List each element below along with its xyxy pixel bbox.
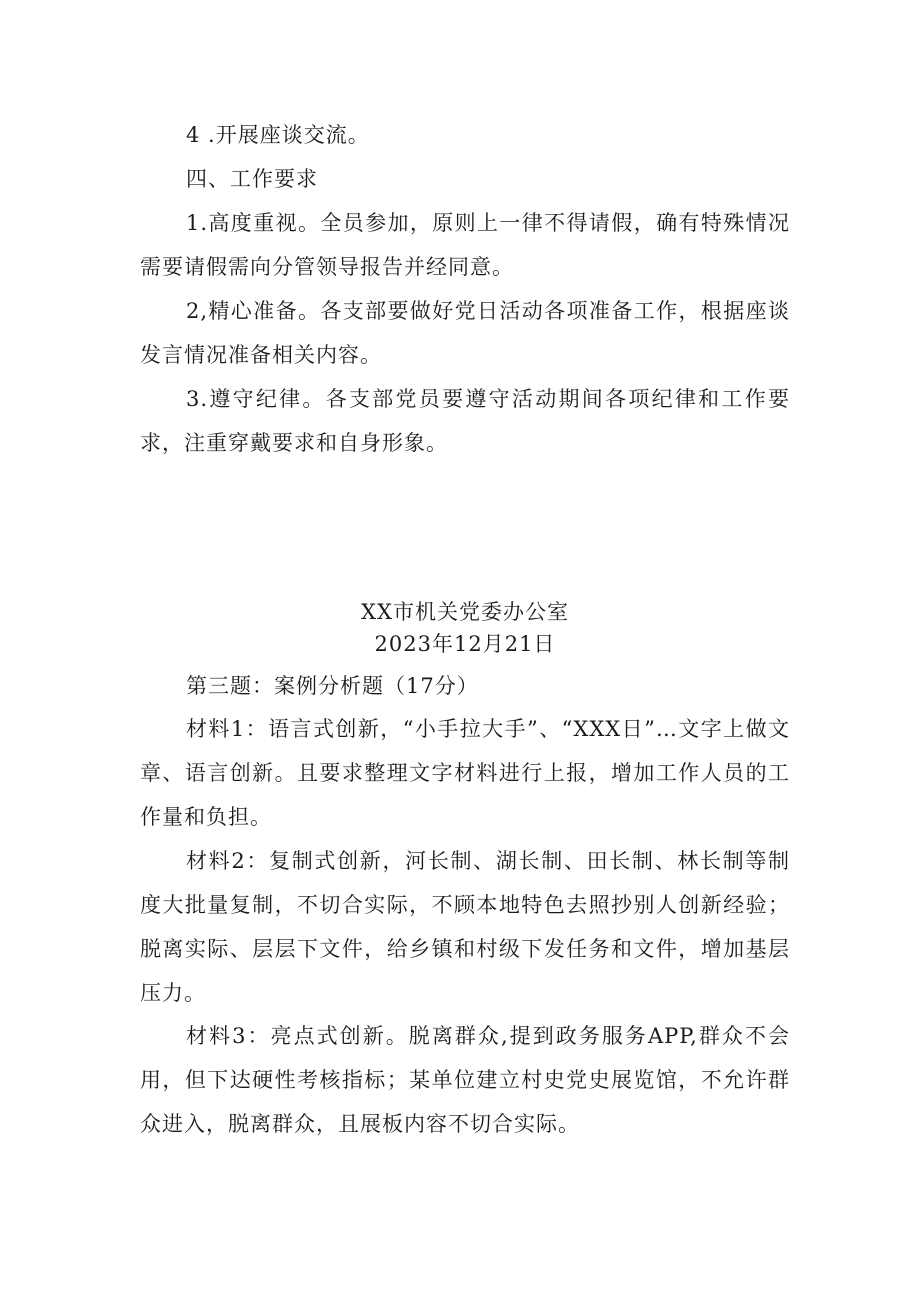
question-title: 第三题：案例分析题（17分） (186, 674, 479, 698)
requirement-1: 1.高度重视。全员参加，原则上一律不得请假，确有特殊情况需要请假需向分管领导报告并经同意。 (140, 211, 790, 279)
requirement-2: 2,精心准备。各支部要做好党日活动各项准备工作，根据座谈发言情况准备相关内容。 (140, 299, 790, 367)
material-1: 材料1：语言式创新，“小手拉大手”、“XXX日”…文字上做文章、语言创新。且要求整理文字材料进行上报，增加工作人员的工作量和负担。 (140, 717, 790, 829)
requirement-3: 3.遵守纪律。各支部党员要遵守活动期间各项纪律和工作要求，注重穿戴要求和自身形象。 (140, 387, 790, 455)
material-2: 材料2：复制式创新，河长制、湖长制、田长制、林长制等制度大批量复制，不切合实际，不顾本地特色去照抄别人创新经验；脱离实际、层层下文件，给乡镇和村级下发任务和文件，增加基层压力。 (140, 849, 790, 1005)
signature-org: XX市机关党委办公室 (361, 600, 569, 624)
section-heading: 四、工作要求 (186, 167, 318, 191)
signature-date: 2023年12月21日 (374, 632, 556, 656)
material-3: 材料3：亮点式创新。脱离群众,提到政务服务APP,群众不会用，但下达硬性考核指标；某单位建立村史党史展览馆，不允许群众进入，脱离群众，且展板内容不切合实际。 (140, 1024, 790, 1136)
list-item-4: 4 .开展座谈交流。 (186, 123, 370, 147)
